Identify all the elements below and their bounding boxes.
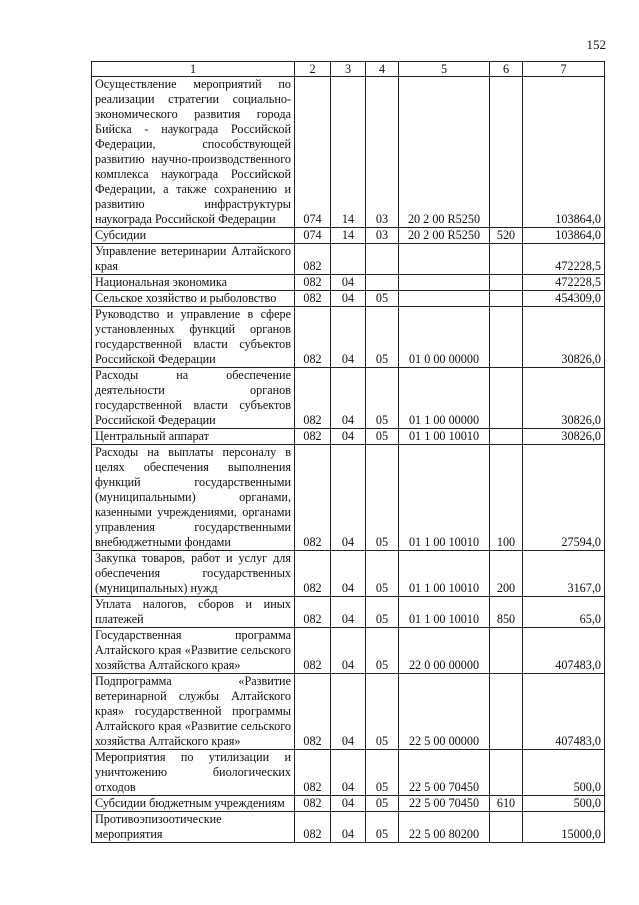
expense-type-code <box>490 750 523 796</box>
row-name: Национальная экономика <box>92 275 295 291</box>
amount: 65,0 <box>523 597 605 628</box>
subsection-code: 05 <box>366 445 399 551</box>
target-article-code: 01 0 00 00000 <box>399 307 490 368</box>
column-header: 3 <box>331 62 366 77</box>
table-row <box>92 77 605 228</box>
amount: 103864,0 <box>523 77 605 228</box>
column-header: 4 <box>366 62 399 77</box>
target-article-code: 20 2 00 R5250 <box>399 228 490 244</box>
expense-type-code <box>490 307 523 368</box>
table-row <box>92 275 605 291</box>
ministry-code: 082 <box>295 750 331 796</box>
table-row <box>92 597 605 628</box>
section-code: 14 <box>331 77 366 228</box>
row-name: Управление ветеринарии Алтайского края <box>92 244 295 275</box>
subsection-code: 03 <box>366 77 399 228</box>
row-name: Подпрограмма «Развитие ветеринарной службы Алтайского края» государственной программы Алтайского края «Развитие сельского хозяйства Алтайского края» <box>92 674 295 750</box>
row-name: Мероприятия по утилизации и уничтожению биологических отходов <box>92 750 295 796</box>
section-code: 04 <box>331 628 366 674</box>
target-article-code <box>399 244 490 275</box>
section-code: 04 <box>331 291 366 307</box>
amount: 3167,0 <box>523 551 605 597</box>
section-code: 04 <box>331 551 366 597</box>
target-article-code: 20 2 00 R5250 <box>399 77 490 228</box>
section-code: 04 <box>331 750 366 796</box>
amount: 30826,0 <box>523 307 605 368</box>
table-row <box>92 291 605 307</box>
subsection-code: 05 <box>366 796 399 812</box>
target-article-code: 01 1 00 10010 <box>399 429 490 445</box>
table-row <box>92 307 605 368</box>
expense-type-code: 100 <box>490 445 523 551</box>
subsection-code: 05 <box>366 750 399 796</box>
target-article-code: 01 1 00 10010 <box>399 551 490 597</box>
ministry-code: 082 <box>295 796 331 812</box>
row-name: Государственная программа Алтайского края «Развитие сельского хозяйства Алтайского края» <box>92 628 295 674</box>
subsection-code: 05 <box>366 597 399 628</box>
page-number: 152 <box>586 37 606 52</box>
subsection-code: 05 <box>366 628 399 674</box>
table-row <box>92 244 605 275</box>
target-article-code <box>399 275 490 291</box>
row-name: Расходы на выплаты персоналу в целях обеспечения выполнения функций государственными (муниципальными) органами, казенными учреждениями, органами управления государственными внебюджетными фондами <box>92 445 295 551</box>
table-row <box>92 674 605 750</box>
column-header: 5 <box>399 62 490 77</box>
section-code <box>331 244 366 275</box>
subsection-code: 05 <box>366 551 399 597</box>
expense-type-code <box>490 628 523 674</box>
expense-type-code <box>490 368 523 429</box>
column-header: 1 <box>92 62 295 77</box>
row-name: Противоэпизоотические мероприятия <box>92 812 295 843</box>
amount: 27594,0 <box>523 445 605 551</box>
target-article-code: 22 5 00 80200 <box>399 812 490 843</box>
subsection-code <box>366 244 399 275</box>
target-article-code <box>399 291 490 307</box>
subsection-code: 05 <box>366 812 399 843</box>
subsection-code: 05 <box>366 429 399 445</box>
subsection-code: 05 <box>366 674 399 750</box>
subsection-code: 03 <box>366 228 399 244</box>
amount: 472228,5 <box>523 244 605 275</box>
section-code: 04 <box>331 307 366 368</box>
target-article-code: 22 5 00 70450 <box>399 796 490 812</box>
section-code: 04 <box>331 674 366 750</box>
table-row <box>92 429 605 445</box>
row-name: Центральный аппарат <box>92 429 295 445</box>
amount: 15000,0 <box>523 812 605 843</box>
expense-type-code <box>490 291 523 307</box>
table-row <box>92 368 605 429</box>
section-code: 04 <box>331 368 366 429</box>
ministry-code: 082 <box>295 291 331 307</box>
section-code: 14 <box>331 228 366 244</box>
table-row <box>92 228 605 244</box>
subsection-code: 05 <box>366 368 399 429</box>
amount: 407483,0 <box>523 628 605 674</box>
ministry-code: 082 <box>295 429 331 445</box>
row-name: Субсидии <box>92 228 295 244</box>
amount: 30826,0 <box>523 429 605 445</box>
ministry-code: 082 <box>295 307 331 368</box>
table-row <box>92 551 605 597</box>
budget-table <box>91 61 605 843</box>
expense-type-code <box>490 429 523 445</box>
row-name: Расходы на обеспечение деятельности органов государственной власти субъектов Российской Федерации <box>92 368 295 429</box>
expense-type-code: 610 <box>490 796 523 812</box>
row-name: Закупка товаров, работ и услуг для обеспечения государственных (муниципальных) нужд <box>92 551 295 597</box>
subsection-code: 05 <box>366 307 399 368</box>
ministry-code: 074 <box>295 228 331 244</box>
expense-type-code <box>490 812 523 843</box>
target-article-code: 01 1 00 00000 <box>399 368 490 429</box>
amount: 103864,0 <box>523 228 605 244</box>
header-row <box>92 62 605 77</box>
subsection-code <box>366 275 399 291</box>
row-name: Осуществление мероприятий по реализации стратегии социально-экономического развития города Бийска - наукограда Российской Федерации, способствующей развитию научно-производственного комплекса наукограда Российской Федерации, а также сохранению и развитию инфраструктуры наукограда Российской Федерации <box>92 77 295 228</box>
expense-type-code: 200 <box>490 551 523 597</box>
row-name: Уплата налогов, сборов и иных платежей <box>92 597 295 628</box>
ministry-code: 082 <box>295 445 331 551</box>
row-name: Руководство и управление в сфере установленных функций органов государственной власти субъектов Российской Федерации <box>92 307 295 368</box>
expense-type-code: 520 <box>490 228 523 244</box>
target-article-code: 01 1 00 10010 <box>399 597 490 628</box>
column-header: 6 <box>490 62 523 77</box>
table-row <box>92 628 605 674</box>
expense-type-code <box>490 244 523 275</box>
amount: 454309,0 <box>523 291 605 307</box>
expense-type-code: 850 <box>490 597 523 628</box>
section-code: 04 <box>331 445 366 551</box>
section-code: 04 <box>331 429 366 445</box>
subsection-code: 05 <box>366 291 399 307</box>
table-row <box>92 750 605 796</box>
table-row <box>92 796 605 812</box>
target-article-code: 22 5 00 70450 <box>399 750 490 796</box>
ministry-code: 082 <box>295 244 331 275</box>
amount: 407483,0 <box>523 674 605 750</box>
target-article-code: 01 1 00 10010 <box>399 445 490 551</box>
ministry-code: 082 <box>295 812 331 843</box>
target-article-code: 22 5 00 00000 <box>399 674 490 750</box>
table-body <box>92 77 605 843</box>
column-header: 7 <box>523 62 605 77</box>
amount: 500,0 <box>523 796 605 812</box>
section-code: 04 <box>331 275 366 291</box>
amount: 472228,5 <box>523 275 605 291</box>
ministry-code: 082 <box>295 597 331 628</box>
table-row <box>92 812 605 843</box>
expense-type-code <box>490 674 523 750</box>
ministry-code: 082 <box>295 275 331 291</box>
ministry-code: 082 <box>295 551 331 597</box>
ministry-code: 082 <box>295 674 331 750</box>
target-article-code: 22 0 00 00000 <box>399 628 490 674</box>
column-header: 2 <box>295 62 331 77</box>
row-name: Сельское хозяйство и рыболовство <box>92 291 295 307</box>
table-row <box>92 445 605 551</box>
expense-type-code <box>490 77 523 228</box>
section-code: 04 <box>331 597 366 628</box>
ministry-code: 074 <box>295 77 331 228</box>
row-name: Субсидии бюджетным учреждениям <box>92 796 295 812</box>
amount: 500,0 <box>523 750 605 796</box>
ministry-code: 082 <box>295 628 331 674</box>
section-code: 04 <box>331 796 366 812</box>
expense-type-code <box>490 275 523 291</box>
section-code: 04 <box>331 812 366 843</box>
amount: 30826,0 <box>523 368 605 429</box>
ministry-code: 082 <box>295 368 331 429</box>
